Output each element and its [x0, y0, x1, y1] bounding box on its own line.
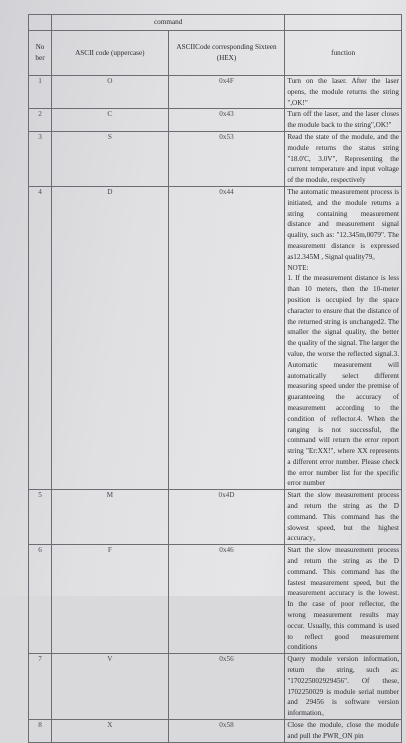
- header-blank: [285, 15, 402, 31]
- row-ascii: F: [52, 545, 169, 654]
- row-hex: 0x46: [168, 545, 285, 654]
- header-number: No ber: [29, 31, 52, 76]
- header-hex: ASCIICode corresponding Sixteen (HEX): [168, 31, 285, 76]
- row-hex: 0x56: [168, 654, 285, 720]
- table-row: [29, 720, 402, 743]
- row-function-text: The automatic measurement process is initiated, and the module returns a string containing measurement distance and measurement signal quality, such as: "12.345m,0079". The measurement distance is expressed as12.345M , Signal quality79。: [287, 187, 399, 261]
- note-title: NOTE:: [287, 263, 309, 272]
- row-hex: 0x58: [168, 720, 285, 743]
- table-row: [29, 131, 402, 186]
- row-function: Query module version information, return the string, such as: "170225002929456". Of these, 1702250029 is module serial number and 29456 is software version information。: [285, 654, 402, 720]
- row-hex: 0x43: [168, 109, 285, 132]
- header-blank: [29, 15, 52, 31]
- header-ascii: ASCII code (uppercase): [52, 31, 169, 76]
- row-number: 2: [29, 109, 52, 132]
- row-ascii: V: [52, 654, 169, 720]
- row-function: Close the module, close the module and pull the PWR_ON pin: [285, 720, 402, 743]
- row-hex: 0x4F: [168, 76, 285, 109]
- table-row: [29, 654, 402, 720]
- row-number: 6: [29, 545, 52, 654]
- row-function: Turn off the laser, and the laser closes the module back to the string",OK!": [285, 109, 402, 132]
- table-row: [29, 76, 402, 109]
- row-function: Read the state of the module, and the module returns the status string "18.0'C, 3.0V", Representing the current temperature and input voltage of the module, respectively: [285, 131, 402, 186]
- row-hex: 0x53: [168, 131, 285, 186]
- row-ascii: C: [52, 109, 169, 132]
- row-ascii: X: [52, 720, 169, 743]
- header-command: command: [52, 15, 285, 31]
- row-number: 1: [29, 76, 52, 109]
- row-number: 3: [29, 131, 52, 186]
- row-number: 7: [29, 654, 52, 720]
- row-ascii: S: [52, 131, 169, 186]
- row-hex: 0x44: [168, 186, 285, 489]
- row-ascii: O: [52, 76, 169, 109]
- table-row: [29, 490, 402, 545]
- row-hex: 0x4D: [168, 490, 285, 545]
- row-function: Turn on the laser. After the laser opens, the module returns the string ",OK!": [285, 76, 402, 109]
- table-row: [29, 186, 402, 489]
- row-number: 8: [29, 720, 52, 743]
- table-row: [29, 545, 402, 654]
- row-function: Start the slow measurement process and return the string as the D command. This command has the fastest measurement speed, but the measurement accuracy is the lowest. In the case of poor reflector, the wrong measurement results may occur. Usually, this command is used to reflect good measurement conditions: [285, 545, 402, 654]
- row-function: Start the slow measurement process and return the string as the D command. This command has the slowest speed, but the highest accuracy。: [285, 490, 402, 545]
- row-number: 4: [29, 186, 52, 489]
- header-function: function: [285, 31, 402, 76]
- row-function: [285, 186, 402, 489]
- note-text: 1. If the measurement distance is less than 10 meters, then the 10-meter position is occupied by the space character to ensure that the distance of the returned string is unchanged2. The smaller the signal quality, the better the quality of the signal. The larger the value, the worse the reflected signal.3. Automatic measurement will automatically select different measuring speed under the premise of guaranteeing the accuracy of measurement according to the condition of reflector.4. When the ranging is not successful, the command will return the error report string "Er:XX!", where XX represents a different error number. Please check the error number list for the specific error number: [287, 274, 399, 488]
- table-row: [29, 109, 402, 132]
- command-table: [28, 14, 402, 743]
- row-number: 5: [29, 490, 52, 545]
- row-ascii: D: [52, 186, 169, 489]
- row-ascii: M: [52, 490, 169, 545]
